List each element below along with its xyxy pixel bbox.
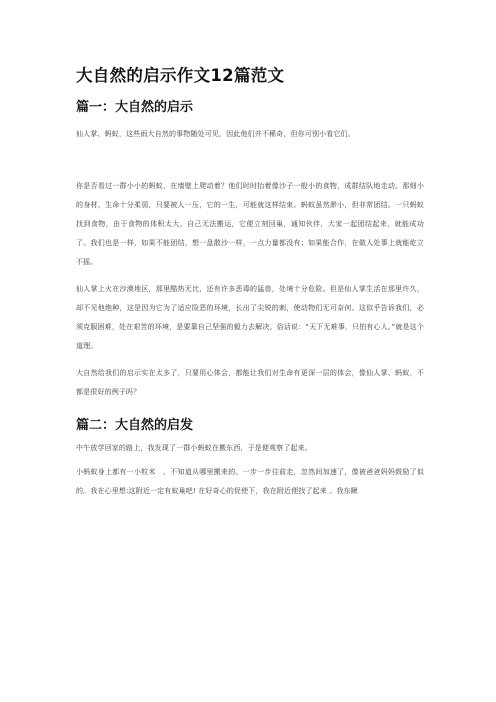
section-heading-1: 篇一：大自然的启示 — [76, 100, 194, 115]
section-2-paragraph-1: 中午放学回家的路上，我发现了一群小蚂蚁在搬东西，于是便观察了起来。 — [76, 444, 312, 452]
section-1-paragraph-3: 仙人掌上火在沙漠地区，那里酷热无比，还有许多恶毒的猛兽，处境十分危险。但是仙人掌生活在那里许久，却不见他绝种，这是因为它为了适应险恶的环境，长出了尖锐的刺，使动物们无可奈何。这似乎告诉我们，必须克服困难，处在艰苦的环境，是要靠自己坚强的毅力去解决。俗话说：“天下无难事，只怕有心人。”就是这个道理。 — [76, 285, 424, 350]
section-1-paragraph-4: 大自然给我们的启示实在太多了，只要用心体会，都能让我们对生命有更深一层的体会，像仙人掌、蚂蚁，不都是很好的例子吗？ — [76, 369, 424, 396]
section-2-paragraph-2: 小蚂蚁身上都有一小粒米 ，不知道从哪里搬来的。一步一步往前走，忽然间加速了，像被爸爸妈妈鼓励了似的。我在心里想:这附近一定有蚁巢吧! 在好奇心的促使下，我在附近便找了起来 。我东瞅 — [76, 468, 424, 495]
document-title: 大自然的启示作文12篇范文 — [76, 66, 285, 85]
section-heading-2: 篇二：大自然的启发 — [76, 418, 194, 433]
document-page — [76, 62, 424, 501]
section-1-paragraph-2: 你是否看过一群小小的蚂蚁，在墙壁上爬动着？他们时时抬着像沙子一般小的食物，成群结队地走动。那细小的身材，生命十分柔弱，只要被人一压，它的一生，可能就这样结束。蚂蚁虽然渺小，但非常团结。一只蚂蚁找到食物，由于食物的体积太大，自己无法搬运，它便立刻回巢，通知伙伴，大家一起团结起来，就能成功了。我们也是一样，如果不能团结，想一盘散沙一样，一点力量都没有；如果能合作，在做人处事上就能屹立不摇。 — [76, 182, 424, 266]
section-1-paragraph-1: 仙人掌、蚂蚁，这些雨大自然的事物随处可见，因此他们并不稀奇，但你可别小看它们。 — [76, 130, 355, 138]
